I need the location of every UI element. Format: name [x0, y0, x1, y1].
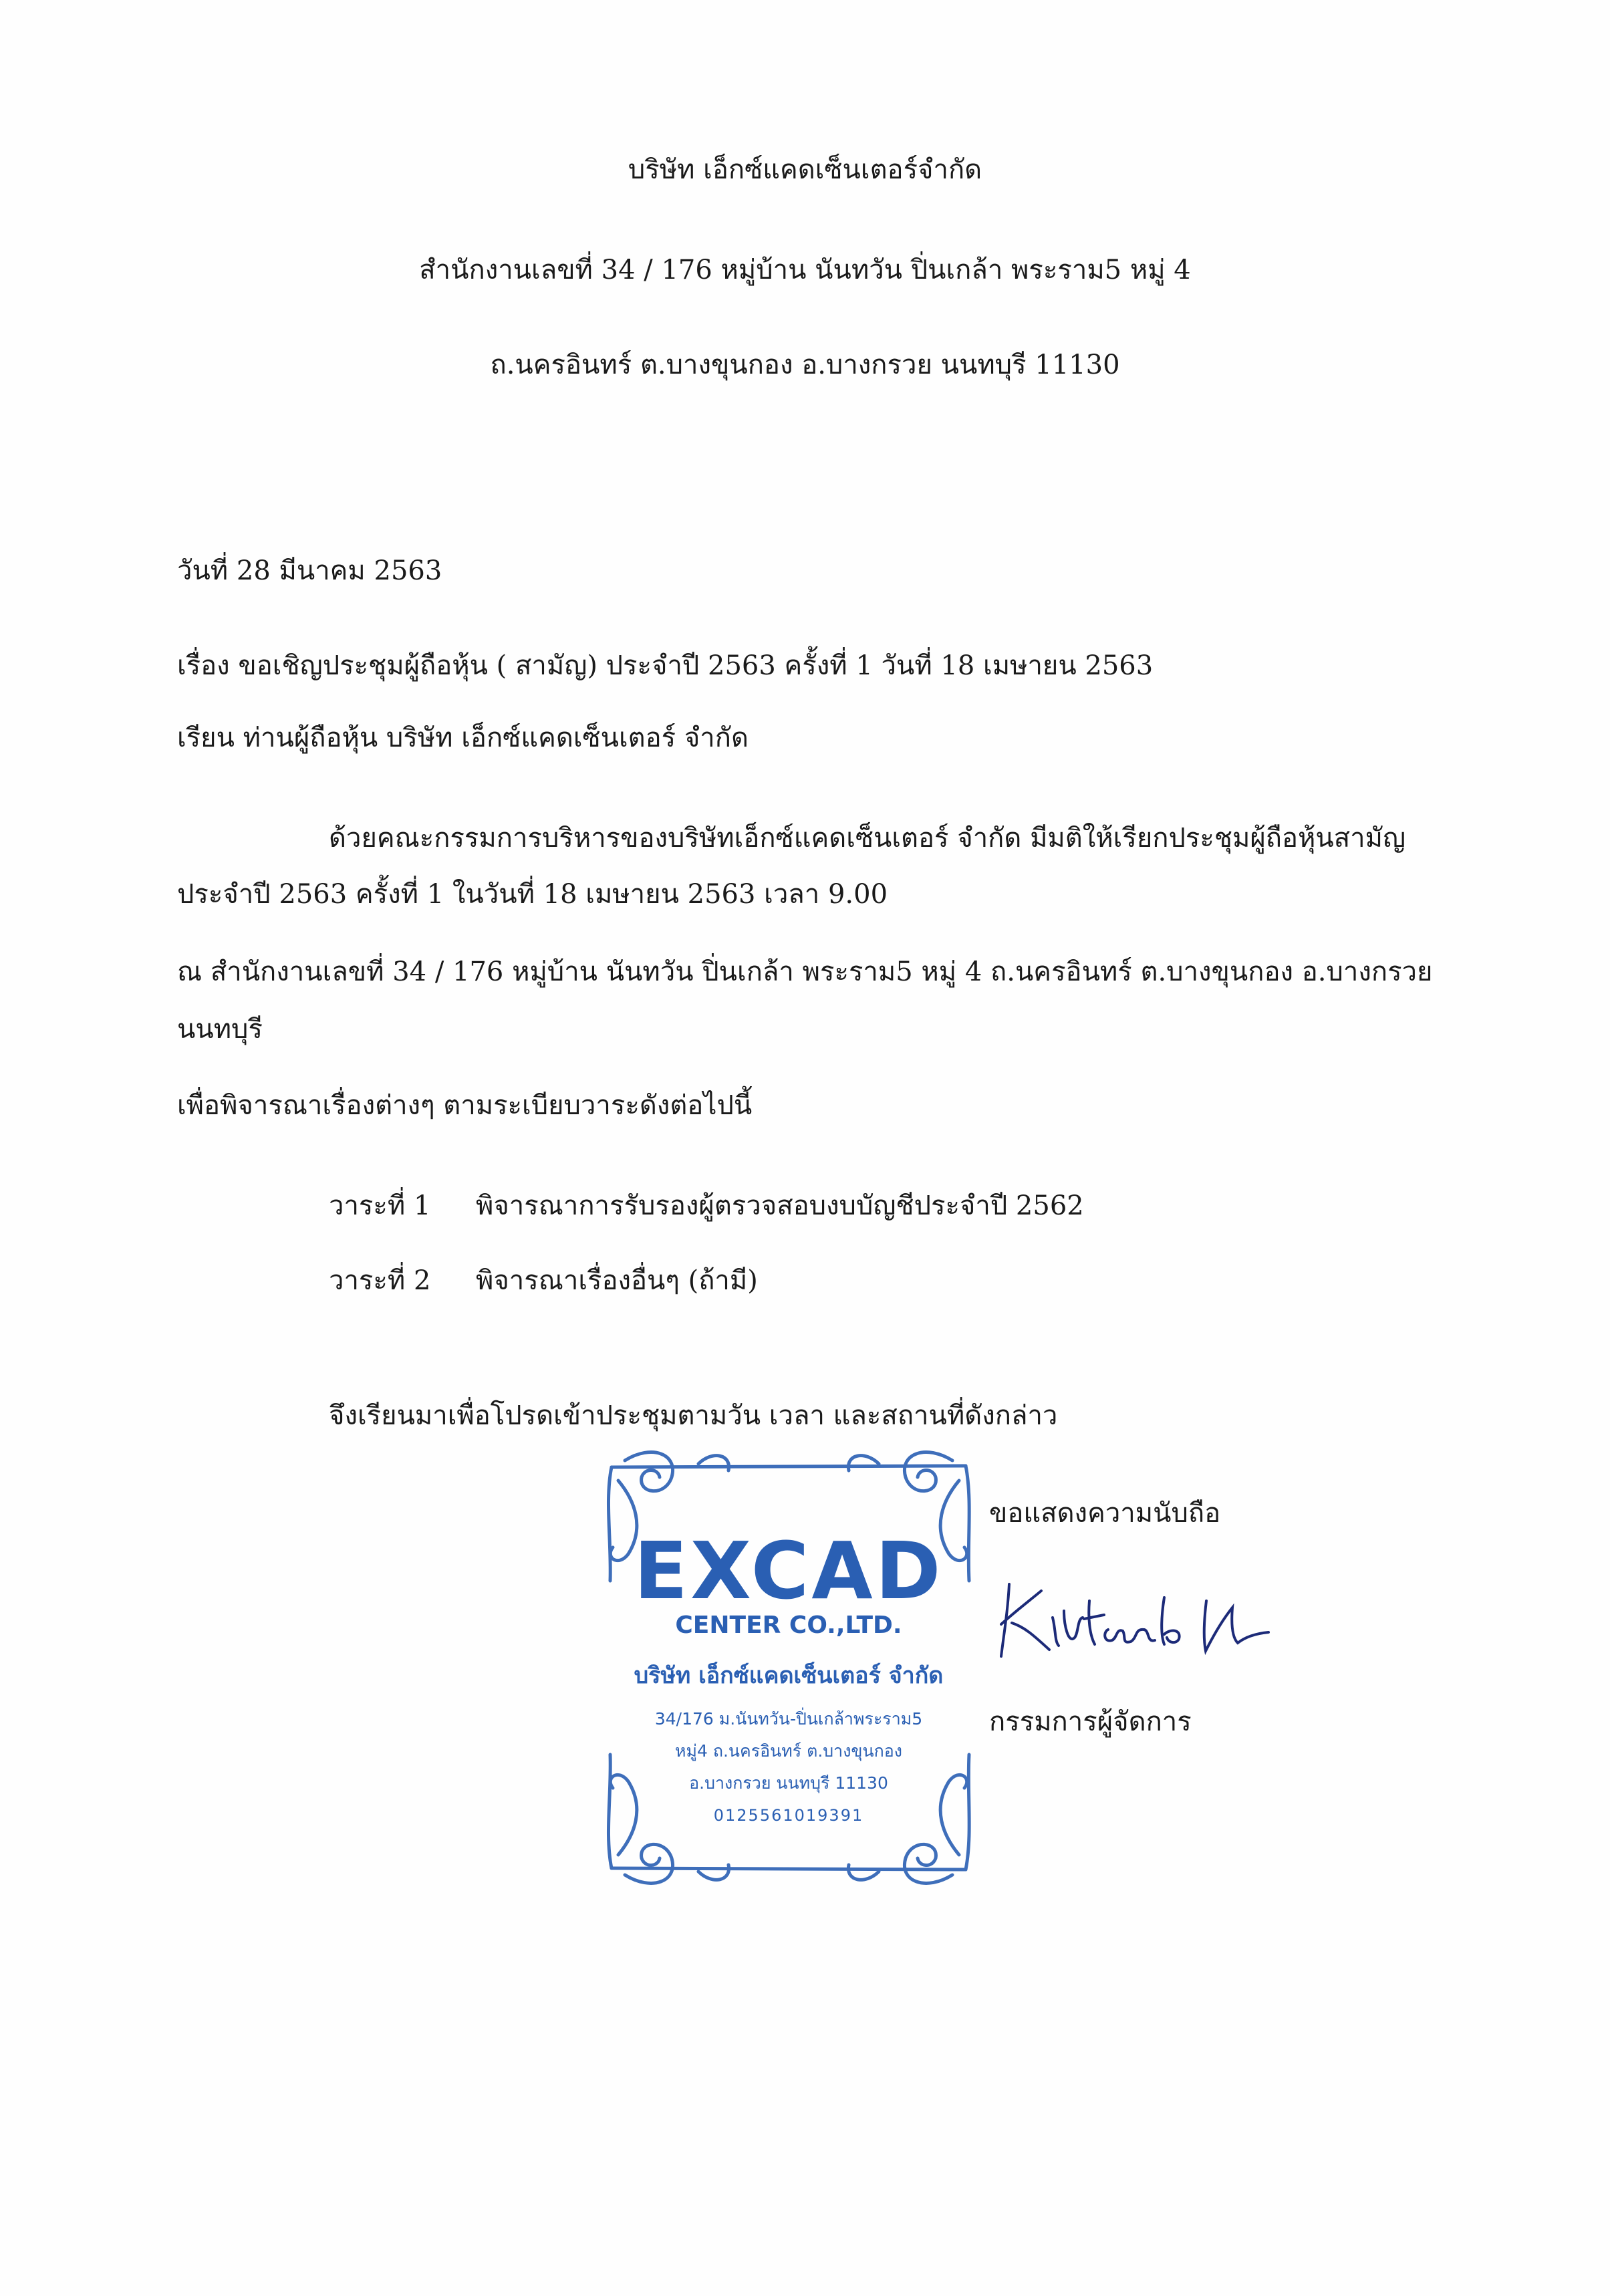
body-paragraph-1-line-2: ประจำปี 2563 ครั้งที่ 1 ในวันที่ 18 เมษายน 2563 เวลา 9.00	[177, 879, 888, 910]
stamp-logo: EXCAD	[634, 1525, 944, 1617]
agenda-1-text: พิจารณาการรับรองผู้ตรวจสอบงบบัญชีประจำปี 2562	[476, 1190, 1084, 1221]
agenda-2-label: วาระที่ 2	[329, 1265, 431, 1296]
letter-date: วันที่ 28 มีนาคม 2563	[177, 555, 442, 586]
stamp-company-name: บริษัท เอ็กซ์แคดเซ็นเตอร์ จำกัด	[634, 1662, 944, 1689]
body-paragraph-2-line-1: ณ สำนักงานเลขที่ 34 / 176 หมู่บ้าน นันทวัน ปิ่นเกล้า พระราม5 หมู่ 4 ถ.นครอินทร์ ต.บางขุนกอง อ.บางกรวย	[177, 956, 1433, 987]
agenda-2-text: พิจารณาเรื่องอื่นๆ (ถ้ามี)	[476, 1265, 758, 1296]
letter-recipient: เรียน ท่านผู้ถือหุ้น บริษัท เอ็กซ์แคดเซ็นเตอร์ จำกัด	[177, 723, 749, 753]
address-line-1: สำนักงานเลขที่ 34 / 176 หมู่บ้าน นันทวัน ปิ่นเกล้า พระราม5 หมู่ 4	[419, 255, 1191, 285]
letter-subject: เรื่อง ขอเชิญประชุมผู้ถือหุ้น ( สามัญ) ประจำปี 2563 ครั้งที่ 1 วันที่ 18 เมษายน 2563	[177, 650, 1154, 681]
stamp-address-3: อ.บางกรวย นนทบุรี 11130	[689, 1773, 888, 1793]
company-stamp	[598, 1440, 979, 1885]
company-name: บริษัท เอ็กซ์แคดเซ็นเตอร์จำกัด	[628, 154, 982, 185]
body-paragraph-3: เพื่อพิจารณาเรื่องต่างๆ ตามระเบียบวาระดังต่อไปนี้	[177, 1090, 753, 1121]
body-paragraph-1-line-1: ด้วยคณะกรรมการบริหารของบริษัทเอ็กซ์แคดเซ็นเตอร์ จำกัด มีมติให้เรียกประชุมผู้ถือหุ้นสามัญ	[329, 823, 1406, 854]
agenda-1-label: วาระที่ 1	[329, 1190, 431, 1221]
signature-image	[989, 1571, 1283, 1664]
stamp-tax-id: 0125561019391	[713, 1806, 864, 1825]
closing-line: จึงเรียนมาเพื่อโปรดเข้าประชุมตามวัน เวลา และสถานที่ดังกล่าว	[329, 1400, 1058, 1431]
stamp-address-2: หมู่4 ถ.นครอินทร์ ต.บางขุนกอง	[675, 1741, 902, 1761]
body-paragraph-2-line-2: นนทบุรี	[177, 1014, 263, 1045]
address-line-2: ถ.นครอินทร์ ต.บางขุนกอง อ.บางกรวย นนทบุรี 11130	[490, 350, 1120, 380]
regards: ขอแสดงความนับถือ	[989, 1498, 1221, 1529]
stamp-address-1: 34/176 ม.นันทวัน-ปิ่นเกล้าพระราม5	[654, 1709, 923, 1729]
signer-title: กรรมการผู้จัดการ	[989, 1706, 1192, 1737]
stamp-logo-sub: CENTER CO.,LTD.	[675, 1612, 902, 1639]
